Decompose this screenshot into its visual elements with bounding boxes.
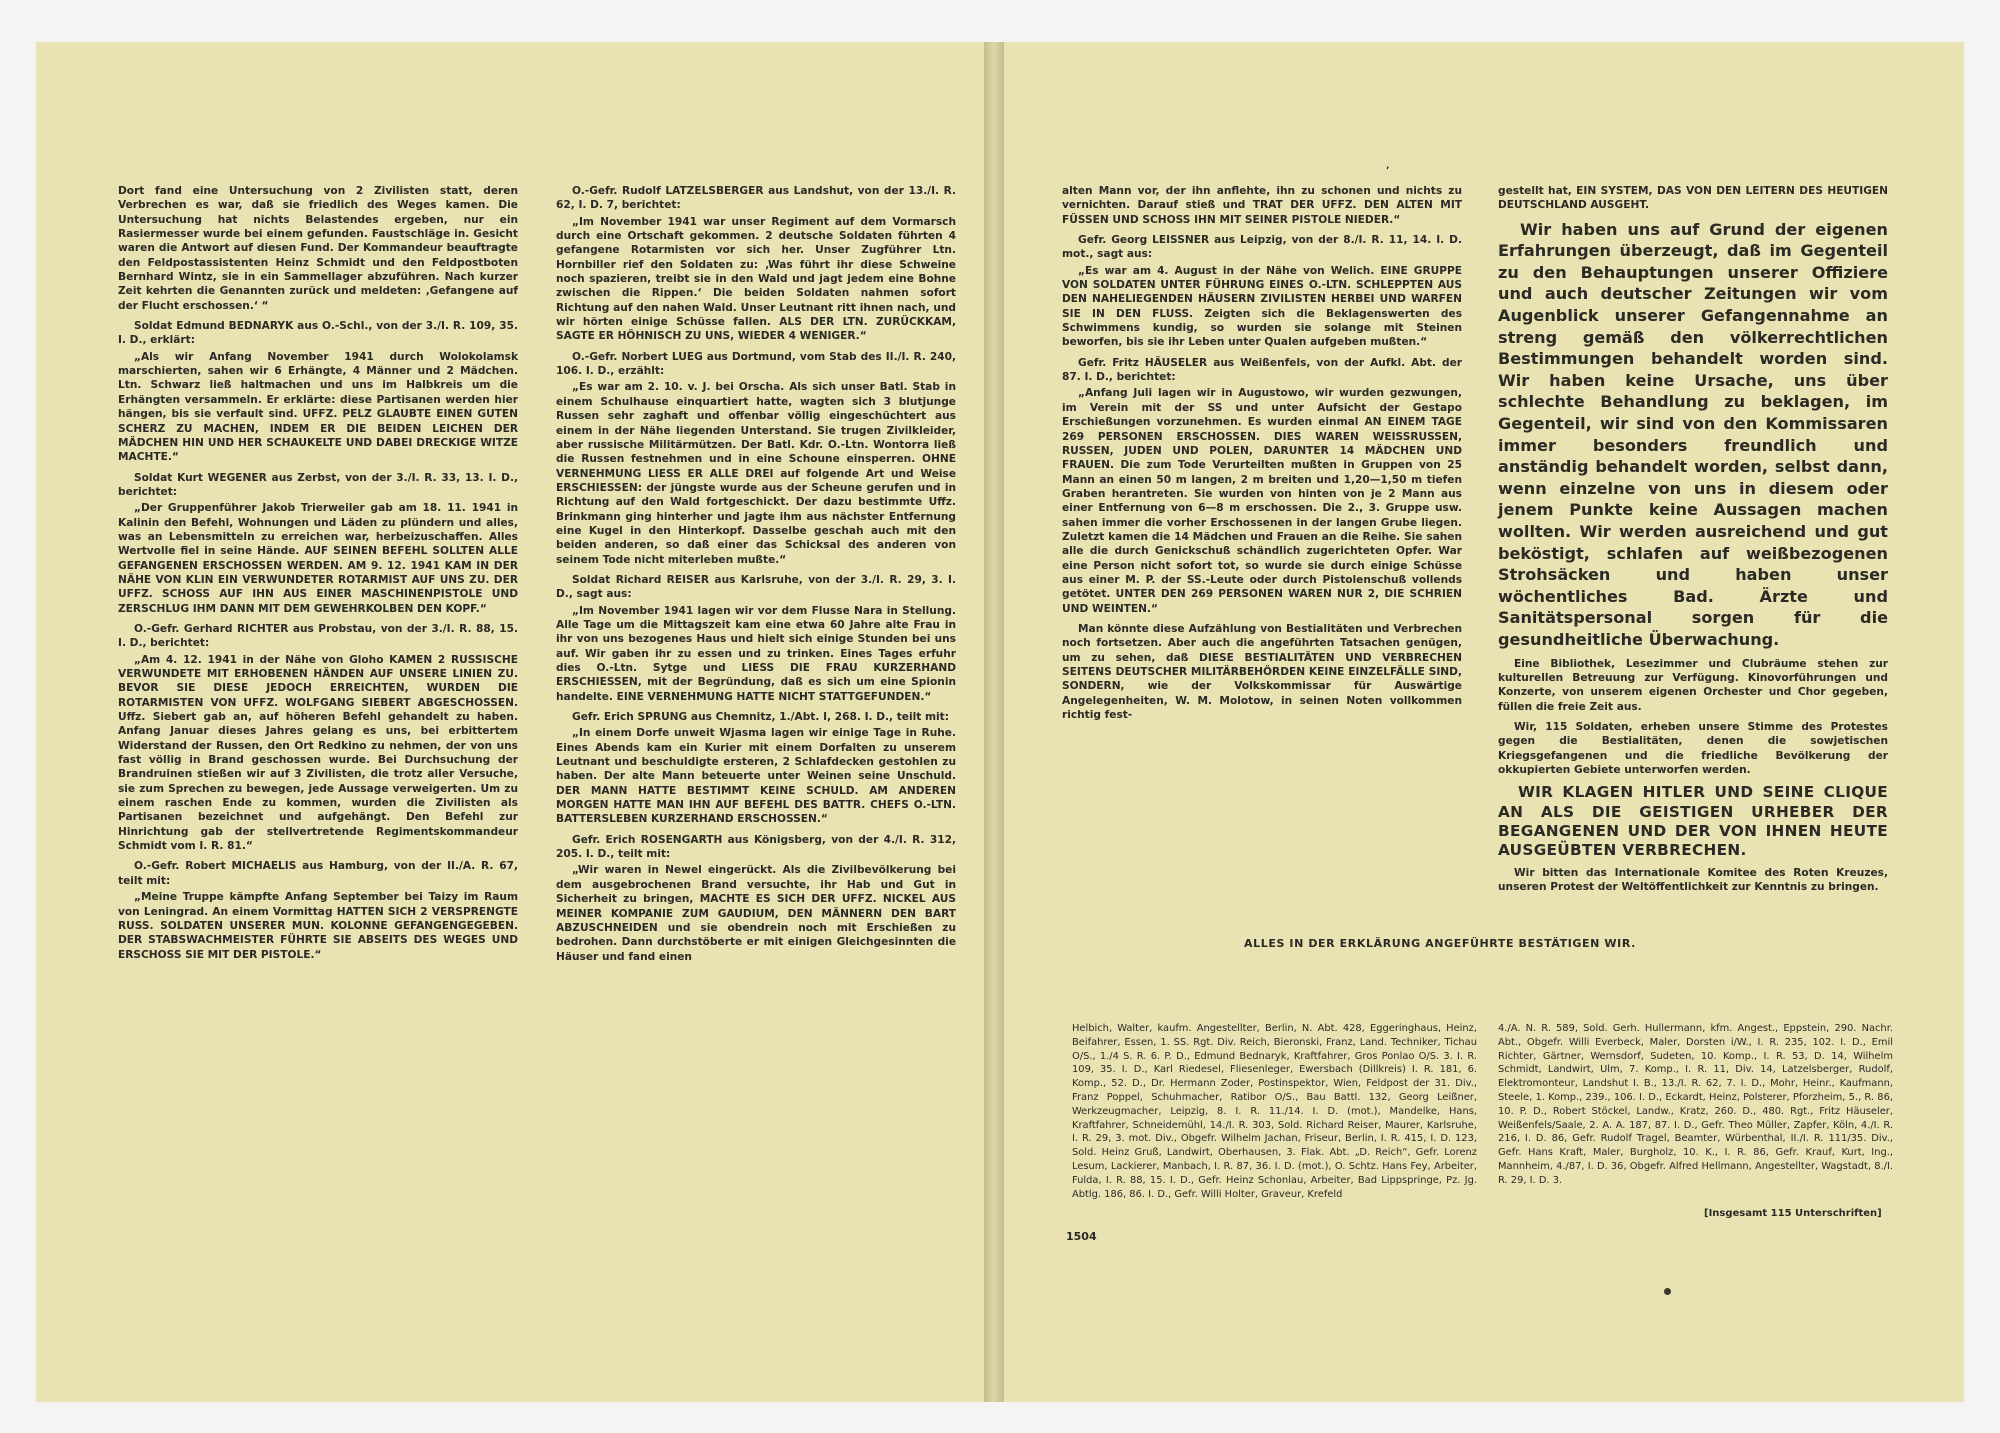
left-page-column-2 bbox=[556, 184, 956, 970]
accusation-heading: WIR KLAGEN HITLER UND SEINE CLIQUE AN ALS DIE GEISTIGEN URHEBER DER BEGANGENEN UND DER VON IHNEN HEUTE AUSGEÜBTEN VERBRECHEN. bbox=[1498, 783, 1888, 859]
ink-spot bbox=[1664, 1288, 1671, 1295]
text-paragraph: Wir, 115 Soldaten, erheben unsere Stimme des Protestes gegen die Bestialitäten, denen die sowjetischen Kriegsgefangenen und die friedliche Bevölkerung der okkupierten Gebiete unterworfen werden. bbox=[1498, 720, 1888, 776]
right-page bbox=[1002, 42, 1964, 1402]
text-paragraph: Eine Bibliothek, Lesezimmer und Clubräume stehen zur kulturellen Betreuung zur Verfügung. Kinovorführungen und Konzerte, von unserem eigenen Orchester und Chor gegeben, füllen die freie Zeit aus. bbox=[1498, 657, 1888, 713]
witness-statement: „Als wir Anfang November 1941 durch Wolokolamsk marschierten, sahen wir 6 Erhängte, 4 Männer und 2 Mädchen. Ltn. Schwarz ließ haltmachen und uns im Halbkreis um die Erhängten versammeln. Er erklärte: diese Partisanen werden hier hängen, bis sie verfault sind. UFFZ. PELZ GLAUBTE EINEN GUTEN SCHERZ ZU MACHEN, INDEM ER DIE BEIDEN LEICHEN DER MÄDCHEN HIN UND HER SCHAUKELTE UND DABEI DRECKIGE WITZE MACHTE.“ bbox=[118, 350, 518, 464]
witness-intro: O.-Gefr. Norbert LUEG aus Dortmund, vom Stab des II./I. R. 240, 106. I. D., erzählt: bbox=[556, 350, 956, 378]
witness-intro: Soldat Richard REISER aus Karlsruhe, von der 3./I. R. 29, 3. I. D., sagt aus: bbox=[556, 573, 956, 601]
right-page-column-1 bbox=[1062, 184, 1462, 728]
witness-statement: „Anfang Juli lagen wir in Augustowo, wir wurden gezwungen, im Verein mit der SS und unter Aufsicht der Gestapo Erschießungen vorzunehmen. Es wurden einmal AN EINEM TAGE 269 PERSONEN ERSCHOSSEN. DIES WAREN WEISSRUSSEN, RUSSEN, JUDEN UND POLEN, DARUNTER 14 MÄDCHEN UND FRAUEN. Die zum Tode Verurteilten mußten in Gruppen von 25 Mann an einen 50 m langen, 2 m breiten und 1,20—1,50 m tiefen Graben herantreten. Sie wurden von hinten von je 2 Mann aus einer Entfernung von 6—8 m erschossen. Die 2., 3. Gruppe usw. sahen immer die vorher Erschossenen in der langen Grube liegen. Zuletzt kamen die 14 Mädchen und Frauen an die Reihe. Sie sahen alle die durch Genickschuß schändlich zugerichteten Opfer. War eine Person nicht sofort tot, so wurde sie durch einige Schüsse aus einer M. P. der SS.-Leute oder durch Pistolenschuß vollends getötet. UNTER DEN 269 PERSONEN WAREN NUR 2, DIE SCHRIEN UND WEINTEN.“ bbox=[1062, 387, 1462, 615]
witness-intro: O.-Gefr. Rudolf LATZELSBERGER aus Landshut, von der 13./I. R. 62, I. D. 7, berichtet: bbox=[556, 185, 956, 212]
text-paragraph: Dort fand eine Untersuchung von 2 Zivilisten statt, deren Verbrechen es war, daß sie friedlich des Weges kamen. Die Untersuchung hat nichts Belastendes ergeben, nur ein Rasiermesser wurde bei einem gefunden. Faustschläge in. Gesicht waren die Antwort auf diesen Fund. Der Kommandeur beauftragte den Feldpostassistenten Heinz Schmidt und den Feldpostboten Bernhard Wintz, sie in ein Sammellager abzuführen. Nach kurzer Zeit kehrten die Genannten zurück und meldeten: ‚Gefangene auf der Flucht erschossen.‘ “ bbox=[118, 185, 518, 312]
witness-intro: Gefr. Erich ROSENGARTH aus Königsberg, von der 4./I. R. 312, 205. I. D., teilt mit: bbox=[556, 833, 956, 861]
witness-statement: „Im November 1941 lagen wir vor dem Flusse Nara in Stellung. Alle Tage um die Mittagszeit kam eine etwa 60 Jahre alte Frau in ihr von uns bezogenes Haus und hielt sich einige Stunden bei uns auf. Wir gaben ihr zu essen und zu trinken. Eines Tages erfuhr dies O.-Ltn. Sytge und LIESS DIE FRAU KURZERHAND ERSCHIESSEN, mit der Begründung, daß es sich um eine Spionin handelte. EINE VERNEHMUNG HATTE NICHT STATTGEFUNDEN.“ bbox=[556, 604, 956, 703]
text-paragraph: Man könnte diese Aufzählung von Bestialitäten und Verbrechen noch fortsetzen. Aber auch die angeführten Tatsachen genügen, um zu sehen, daß DIESE BESTIALITÄTEN UND VERBRECHEN SEITENS DEUTSCHER MILITÄRBEHÖRDEN KEINE EINZELFÄLLE SIND, SONDERN, wie der Volkskommissar für Auswärtige Angelegenheiten, W. M. Molotow, in seinen Noten vollkommen richtig fest- bbox=[1062, 622, 1462, 722]
signatories-list-right: 4./A. N. R. 589, Sold. Gerh. Hullermann, kfm. Angest., Eppstein, 290. Nachr. Abt., Obgefr. Willi Everbeck, Maler, Dorsten i/W., I. R. 235, 102. I. D., Emil Richter, Gärtner, Wernsdorf, Sudeten, 10. Komp., I. R. 53, D. 14, Wilhelm Schmidt, Landwirt, Ulm, 7. Komp., I. R. 11, Div. 14, Latzelsberger, Rudolf, Elektromonteur, Landshut I. B., 13./I. R. 62, 7. I. D., Mohr, Heinr., Kaufmann, Steele, 1. Komp., 239., 106. I. D., Eckardt, Heinz, Polsterer, Pforzheim, 5., R. 86, 10. P. D., Robert Stöckel, Landw., Kratz, 260. D., 480. Rgt., Fritz Häuseler, Weißenfels/Saale, 2. A. A. 187, 87. I. D., Gefr. Theo Müller, Zapfer, Köln, 4./I. R. 216, I. D. 86, Gefr. Rudolf Tragel, Beamter, Würbenthal, II./I. R. 111/35. Div., Gefr. Hans Kraft, Maler, Burgholz, 10. K., I. R. 86, Gefr. Krauf, Kurt, Ing., Mannheim, 4./87, I. D. 36, Obgefr. Alfred Hellmann, Angestellter, Wagstadt, 8./I. R. 29, I. D. 3. bbox=[1498, 1023, 1893, 1186]
witness-statement: „Im November 1941 war unser Regiment auf dem Vormarsch durch eine Ortschaft gekommen. 2 deutsche Soldaten führten 4 gefangene Rotarmisten vor sich her. Unser Zugführer Ltn. Hornbiller rief den Soldaten zu: ‚Was führt ihr diese Schweine noch spazieren, treibt sie in den Wald und jagt jedem eine Bohne zwischen die Rippen.‘ Die beiden Soldaten nahmen sofort Richtung auf den nahen Wald. Unser Leutnant ritt ihnen nach, und wir hörten einige Schüsse fallen. ALS DER LTN. ZURÜCKKAM, SAGTE ER HÖHNISCH ZU UNS, WIEDER 4 WENIGER.“ bbox=[556, 215, 956, 343]
witness-intro: Gefr. Georg LEISSNER aus Leipzig, von der 8./I. R. 11, 14. I. D. mot., sagt aus: bbox=[1062, 234, 1462, 261]
signatories-list-left: Helbich, Walter, kaufm. Angestellter, Berlin, N. Abt. 428, Eggeringhaus, Heinz, Beifahrer, Essen, 1. SS. Rgt. Div. Reich, Bieronski, Franz, Land. Techniker, Tichau O/S., 1./4 S. R. 6. P. D., Edmund Bednaryk, Kraftfahrer, Gros Ponlao O/S. 3. I. R. 109, 35. I. D., Karl Riedesel, Fliesenleger, Ewersbach (Dillkreis) I. R. 181, 6. Komp., 52. D., Dr. Hermann Zoder, Postinspektor, Wien, Feldpost der 31. Div., Franz Poppel, Schuhmacher, Ratibor O/S., Bau Battl. 132, Georg Leißner, Werkzeugmacher, Leipzig, 8. I. R. 11./14. I. D. (mot.), Mandelke, Hans, Kraftfahrer, Schneidemühl, 14./I. R. 303, Sold. Richard Reiser, Maurer, Karlsruhe, I. R. 29, 3. mot. Div., Obgefr. Wilhelm Jachan, Friseur, Berlin, I. R. 415, I. D. 123, Sold. Heinz Gruß, Landwirt, Oberhausen, 3. Flak. Abt. „D. Reich“, Gefr. Lorenz Lesum, Lackierer, Manbach, I. R. 87, 36. I. D. (mot.), O. Schtz. Hans Fey, Arbeiter, Fulda, I. R. 88, 15. I. D., Gefr. Heinz Schonlau, Arbeiter, Bad Lippspringe, Pz. Jg. Abtlg. 186, 86. I. D., Gefr. Willi Holter, Graveur, Krefeld bbox=[1072, 1023, 1477, 1200]
witness-statement: „Am 4. 12. 1941 in der Nähe von Gloho KAMEN 2 RUSSISCHE VERWUNDETE MIT ERHOBENEN HÄNDEN AUF UNSERE LINIEN ZU. BEVOR SIE DIESE JEDOCH ERREICHTEN, WURDEN DIE ROTARMISTEN VON UFFZ. WOLFGANG SIEBERT ABGESCHOSSEN. Uffz. Siebert gab an, auf höheren Befehl gehandelt zu haben. Anfang Januar dieses Jahres gelang es uns, bei erbittertem Widerstand der Russen, den Ort Redkino zu nehmen, der von uns fast völlig in Brand geschossen wurde. Bei Durchsuchung der Brandruinen stießen wir auf 3 Zivilisten, die trotz aller Versuche, sie zum Sprechen zu bewegen, jede Aussage verweigerten. Um zu einem raschen Ende zu kommen, wurden die Zivilisten als Partisanen bezeichnet und aufgehängt. Den Befehl zur Hinrichtung gab der stellvertretende Regimentskommandeur Schmidt vom I. R. 81.“ bbox=[118, 653, 518, 853]
witness-statement: „Der Gruppenführer Jakob Trierweiler gab am 18. 11. 1941 in Kalinin den Befehl, Wohnungen und Läden zu plündern und alles, was an Lebensmitteln zu erreichen war, herbeizuschaffen. Alles Wertvolle fiel in seine Hände. AUF SEINEN BEFEHL SOLLTEN ALLE GEFANGENEN ERSCHOSSEN WERDEN. AM 9. 12. 1941 KAM IN DER NÄHE VON KLIN EIN VERWUNDETER ROTARMIST AUF UNS ZU. DER UFFZ. SCHOSS AUF IHN AUS EINER MASCHINENPISTOLE UND ZERSCHLUG IHM DANN MIT DEM GEWEHRKOLBEN DEN KOPF.“ bbox=[118, 502, 518, 615]
witness-intro: Gefr. Fritz HÄUSELER aus Weißenfels, von der Aufkl. Abt. der 87. I. D., berichtet: bbox=[1062, 356, 1462, 384]
confirmation-line: ALLES IN DER ERKLÄRUNG ANGEFÜHRTE BESTÄTIGEN WIR. bbox=[1244, 937, 1636, 950]
witness-statement: „Wir waren in Newel eingerückt. Als die Zivilbevölkerung bei dem ausgebrochenen Brand versuchte, ihr Hab und Gut in Sicherheit zu bringen, MACHTE ES SICH DER UFFZ. NICKEL AUS MEINER KOMPANIE ZUM GAUDIUM, DEN MÄNNERN DEN BART ABZUSCHNEIDEN und sie obendrein noch mit Erschießen zu bedrohen. Dann durchstöberte er mit einigen Gleichgesinnten die Häuser und fand einen bbox=[556, 864, 956, 963]
right-page-column-2 bbox=[1498, 184, 1888, 901]
left-page-column-1 bbox=[118, 184, 518, 968]
witness-intro: Gefr. Erich SPRUNG aus Chemnitz, 1./Abt. I, 268. I. D., teilt mit: bbox=[572, 711, 949, 724]
book-gutter bbox=[986, 42, 1002, 1402]
witness-intro: O.-Gefr. Gerhard RICHTER aus Probstau, von der 3./I. R. 88, 15. I. D., berichtet: bbox=[118, 622, 518, 650]
text-paragraph: alten Mann vor, der ihn anflehte, ihn zu schonen und nichts zu vernichten. Darauf stieß und TRAT DER UFFZ. DEN ALTEN MIT FÜSSEN UND SCHOSS IHN MIT SEINER PISTOLE NIEDER.“ bbox=[1062, 185, 1462, 226]
witness-statement: „Meine Truppe kämpfte Anfang September bei Taizy im Raum von Leningrad. An einem Vormittag HATTEN SICH 2 VERSPRENGTE RUSS. SOLDATEN UNSERER MUN. KOLONNE GEFANGENGEGEBEN. DER STABSWACHMEISTER FÜHRTE SIE ABSEITS DES WEGES UND ERSCHOSS SIE MIT DER PISTOLE.“ bbox=[118, 891, 518, 961]
witness-statement: „In einem Dorfe unweit Wjasma lagen wir einige Tage in Ruhe. Eines Abends kam ein Kurier mit einem Dorfalten zu unserem Leutnant und beschuldigte ersteren, 2 Schlafdecken gestohlen zu haben. Der alte Mann beteuerte unter Weinen seine Unschuld. DER MANN HATTE BESTIMMT KEINE SCHULD. AM ANDEREN MORGEN HATTE MAN IHN AUF BEFEHL DES BATTR. CHEFS O.-LTN. BATTERSLEBEN KURZERHAND ERSCHOSSEN.“ bbox=[556, 727, 956, 826]
witness-statement: „Es war am 4. August in der Nähe von Welich. EINE GRUPPE VON SOLDATEN UNTER FÜHRUNG EINES O.-LTN. SCHLEPPTEN AUS DEN NAHELIEGENDEN HÄUSERN ZIVILISTEN HERBEI UND WARFEN SIE IN DEN FLUSS. Zeigten sich die Beklagenswerten des Schwimmens kundig, so wurden sie solange mit Steinen beworfen, bis sie ihr Leben unter Qualen aufgeben mußten.“ bbox=[1062, 264, 1462, 349]
left-page bbox=[36, 42, 986, 1402]
witness-intro: Soldat Edmund BEDNARYK aus O.-Schl., von der 3./I. R. 109, 35. I. D., erklärt: bbox=[118, 320, 518, 347]
document-sheet bbox=[36, 42, 1964, 1402]
witness-intro: O.-Gefr. Robert MICHAELIS aus Hamburg, von der II./A. R. 67, teilt mit: bbox=[118, 860, 518, 887]
witness-intro: Soldat Kurt WEGENER aus Zerbst, von der 3./I. R. 33, 13. I. D., berichtet: bbox=[118, 471, 518, 498]
signature-total: [Insgesamt 115 Unterschriften] bbox=[1704, 1208, 1882, 1219]
witness-statement: „Es war am 2. 10. v. J. bei Orscha. Als sich unser Batl. Stab in einem Schulhause einquartiert hatte, wagten sich 3 blutjunge Russen sehr zaghaft und offenbar völlig eingeschüchtert aus einem in der Nähe liegenden Unterstand. Sie trugen Zivilkleider, aber russische Militärmützen. Der Batl. Kdr. O.-Ltn. Wontorra ließ die Russen festnehmen und in eine Schoune einsperren. OHNE VERNEHMUNG LIESS ER ALLE DREI auf folgende Art und Weise ERSCHIESSEN: der jüngste wurde aus der Scheune gerufen und in Richtung auf den Wald fortgeschickt. Der dazu bestimmte Uffz. Brinkmann ging hinterher und jagte ihm aus nächster Entfernung eine Kugel in den Hinterkopf. Dasselbe geschah auch mit den beiden anderen, so daß einer das Schicksal des anderen von seinem Tode nicht miterleben mußte.“ bbox=[556, 381, 956, 566]
page-number: 1504 bbox=[1066, 1230, 1097, 1243]
text-paragraph: Wir bitten das Internationale Komitee des Roten Kreuzes, unseren Protest der Weltöffentlichkeit zur Kenntnis zu bringen. bbox=[1498, 867, 1888, 894]
text-paragraph: gestellt hat, EIN SYSTEM, DAS VON DEN LEITERN DES HEUTIGEN DEUTSCHLAND AUSGEHT. bbox=[1498, 185, 1888, 212]
declaration-large-text: Wir haben uns auf Grund der eigenen Erfahrungen überzeugt, daß im Gegenteil zu den Behauptungen unserer Offiziere und auch deutscher Zeitungen wir vom Augenblick unserer Gefangennahme an streng gemäß den völkerrechtlichen Bestimmungen behandelt worden sind. Wir haben keine Ursache, uns über schlechte Behandlung zu beklagen, im Gegenteil, wir sind von den Kommissaren immer besonders freundlich und anständig behandelt worden, selbst dann, wenn einzelne von uns in diesem oder jenem Punkte keine Aussagen machen wollten. Wir werden ausreichend und gut beköstigt, schlafen auf weißbezogenen Strohsäcken und haben unser wöchentliches Bad. Ärzte und Sanitätspersonal sorgen für die gesundheitliche Überwachung. bbox=[1498, 219, 1888, 649]
tick-mark: ’ bbox=[1386, 166, 1390, 176]
